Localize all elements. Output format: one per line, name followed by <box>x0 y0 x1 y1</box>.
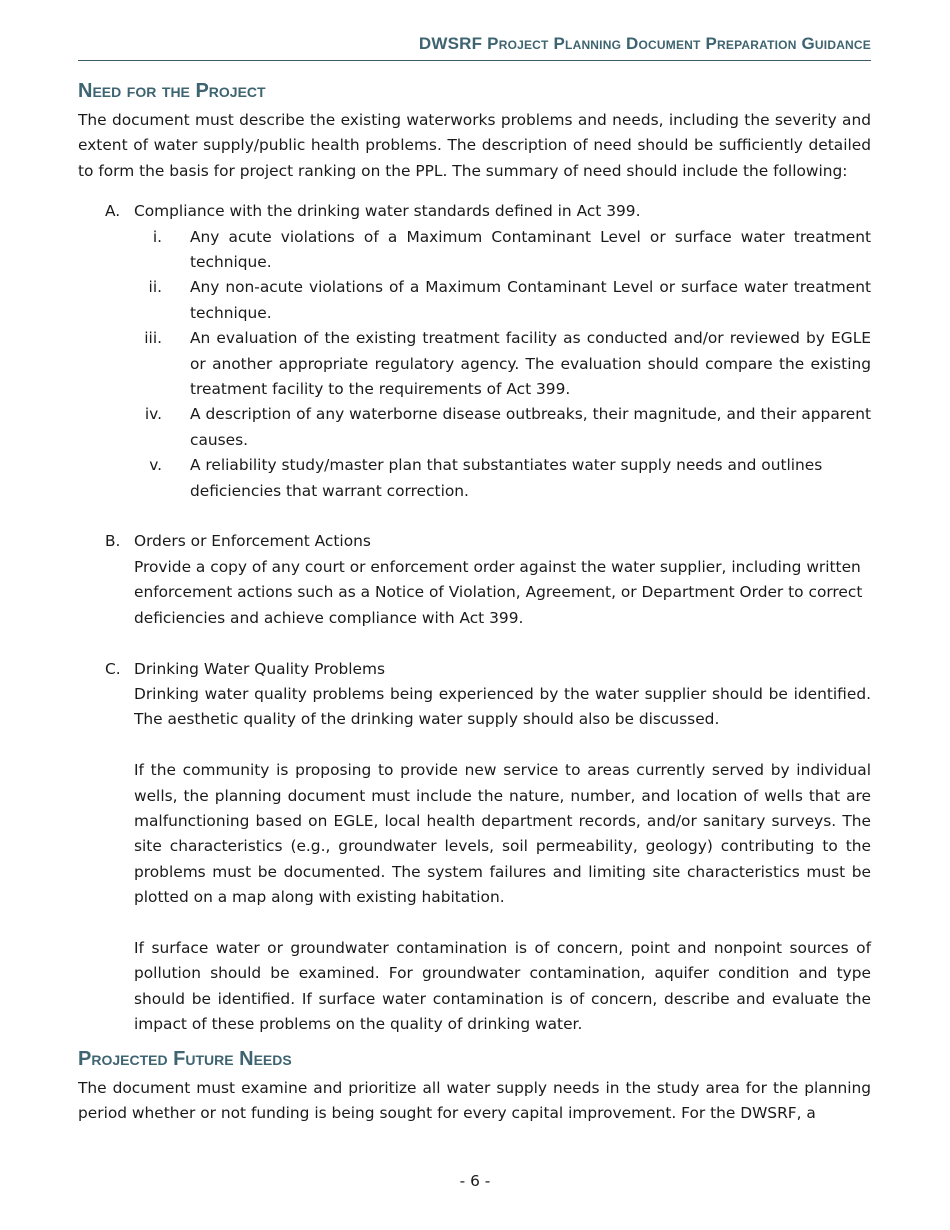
page-body <box>78 78 871 1126</box>
section-heading-future: Projected Future Needs <box>78 1047 292 1070</box>
list-item-b-body: Provide a copy of any court or enforcement order against the water supplier, including written enforcement actions such as a Notice of Violation, Agreement, or Department Order to correct deficiencies and achieve compliance with Act 399. <box>134 557 863 627</box>
future-intro: The document must examine and prioritize all water supply needs in the study area for the planning period whether or not funding is being sought for every capital improvement. For the DWSRF, a <box>78 1078 871 1122</box>
list-item-c-body: Drinking water quality problems being experienced by the water supplier should be identified. The aesthetic quality of the drinking water supply should also be discussed. <box>134 684 871 729</box>
subitem-iv: iv. A description of any waterborne disease outbreaks, their magnitude, and their apparent causes. <box>144 405 871 449</box>
list-item-a-title: Compliance with the drinking water standards defined in Act 399. <box>134 202 641 221</box>
list-item-b <box>78 529 871 554</box>
list-marker-a: A. <box>105 202 121 221</box>
running-header <box>78 34 871 61</box>
subitem-i: i. Any acute violations of a Maximum Contaminant Level or surface water treatment technique. <box>152 227 871 272</box>
need-intro: The document must describe the existing waterworks problems and needs, including the severity and extent of water supply/public health problems. The description of need should be sufficiently detailed to form the basis for project ranking on the PPL. The summary of need should include the following: <box>78 111 871 180</box>
subitem-v: v. A reliability study/master plan that substantiates water supply needs and outlines deficiencies that warrant correction. <box>149 456 823 500</box>
subitem-ii: ii. Any non-acute violations of a Maximum Contaminant Level or surface water treatment technique. <box>148 278 871 322</box>
list-marker-c: C. <box>105 659 121 678</box>
list-item-c-title: Drinking Water Quality Problems <box>134 659 386 678</box>
list-marker-b: B. <box>105 532 121 551</box>
list-item-c-body-3: If surface water or groundwater contamination is of concern, point and nonpoint sources of pollution should be examined. For groundwater contamination, aquifer condition and type should be identified. If surface water contamination is of concern, describe and evaluate the impact of these problems on the quality of drinking water. <box>134 938 871 1034</box>
section-heading-need: Need for the Project <box>78 80 266 102</box>
page-number: - 6 - <box>459 1172 491 1190</box>
subitem-iii: iii. An evaluation of the existing treatment facility as conducted and/or reviewed by EGLE or another appropriate regulatory agency. The evaluation should compare the existing treatment facility to the requirements of Act 399. <box>144 329 871 399</box>
list-item-c-body-2: If the community is proposing to provide new service to areas currently served by individual wells, the planning document must include the nature, number, and location of wells that are malfunctioning based on EGLE, local health department records, and/or sanitary surveys. The site characteristics (e.g., groundwater levels, soil permeability, geology) contributing to the problems must be documented. The system failures and limiting site characteristics must be plotted on a map along with existing habitation. <box>134 761 871 907</box>
list-item-c <box>78 657 871 682</box>
header-title: DWSRF Project Planning Document Preparation Guidance <box>418 34 871 53</box>
list-item-b-title: Orders or Enforcement Actions <box>134 532 371 551</box>
list-item-a <box>78 199 871 224</box>
